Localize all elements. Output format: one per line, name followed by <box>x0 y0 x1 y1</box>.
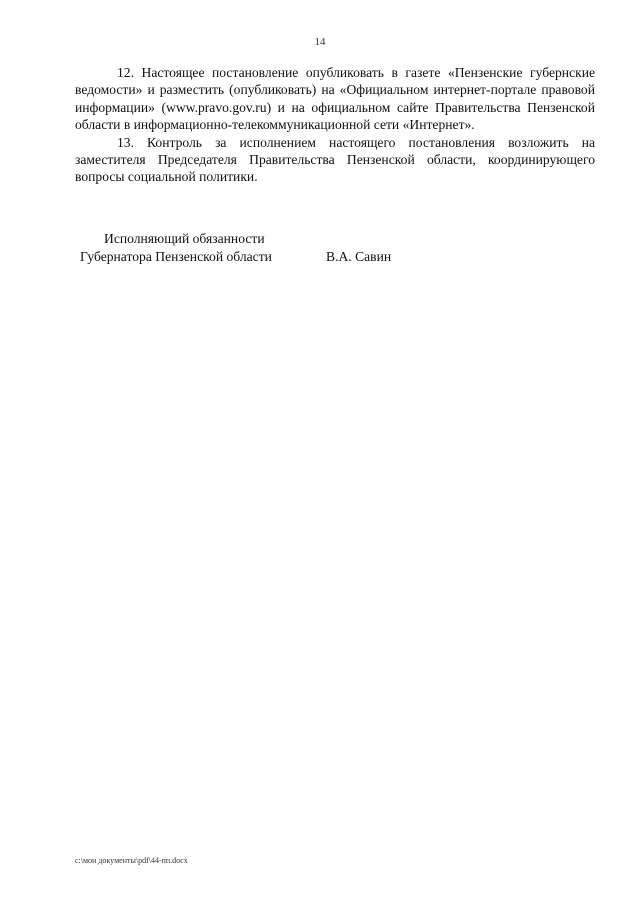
paragraph-13: 13. Контроль за исполнением настоящего постановления возложить на заместителя Председателя Правительства Пензенской области, координирующего вопросы социальной политики. <box>75 134 595 185</box>
file-path-footer: c:\мои документы\pdf\44-пп.docx <box>75 856 188 865</box>
signatory-title-line-2: Губернатора Пензенской области <box>80 249 272 264</box>
page-number: 14 <box>314 36 326 48</box>
paragraph-12: 12. Настоящее постановление опубликовать в газете «Пензенские губернские ведомости» и разместить (опубликовать) на «Официальном интернет-портале правовой информации» (www.pravo.gov.ru) и на официальном сайте Правительства Пензенской области в информационно-телекоммуникационной сети «Интернет». <box>75 65 595 133</box>
signatory-title-line-1: Исполняющий обязанности <box>104 231 265 246</box>
signatory-name: В.А. Савин <box>326 249 392 264</box>
document-body <box>75 64 595 186</box>
